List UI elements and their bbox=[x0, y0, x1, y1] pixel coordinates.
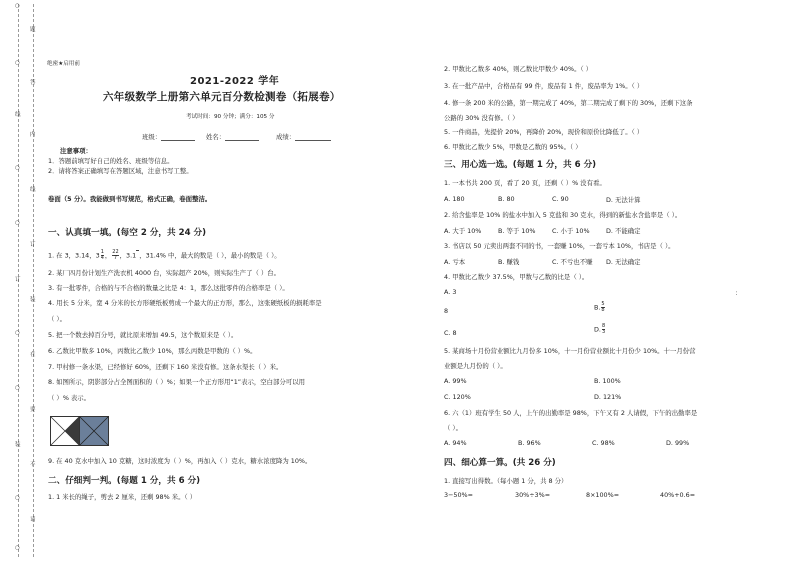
section-4-heading: 四、细心算一算。(共 26 分) bbox=[444, 458, 556, 468]
margin-mark: ○ bbox=[15, 385, 20, 391]
binding-line-inner bbox=[33, 4, 34, 557]
choice-4-option-a[interactable]: A. 3 bbox=[444, 288, 457, 296]
margin-mark: 订 bbox=[15, 277, 21, 283]
choice-3-option-c[interactable]: C. 不亏也不赚 bbox=[552, 258, 593, 266]
page-title: 六年级数学上册第六单元百分数检测卷（拓展卷） bbox=[103, 91, 341, 103]
choice-1-option-d[interactable]: D. 无法计算 bbox=[606, 196, 641, 204]
choice-6-option-c[interactable]: C. 98% bbox=[592, 439, 615, 447]
note-1: 1．答题前填写好自己的姓名、班级等信息。 bbox=[48, 157, 174, 165]
name-label: 姓名： bbox=[206, 133, 226, 141]
fill-question-7: 7. 甲村修一条水渠，已经修好 60%，还剩下 160 米没有修。这条水渠长（ ）米。 bbox=[48, 363, 283, 371]
margin-label: 题 bbox=[30, 27, 36, 33]
ratio-colon: ： bbox=[735, 289, 742, 297]
choice-1-option-c[interactable]: C. 90 bbox=[552, 195, 569, 203]
choice-4-option-a-part: 8 bbox=[444, 307, 449, 315]
margin-label: 要 bbox=[30, 407, 36, 413]
margin-mark: 装 bbox=[15, 442, 21, 448]
judge-question-4-cont: 公路的 30% 没有修。（ ） bbox=[444, 114, 519, 122]
choice-question-1: 1. 一本书共 200 页，看了 20 页，还剩（ ）% 没有看。 bbox=[444, 179, 606, 187]
calc-instructions: 1. 直接写出得数。（每小题 1 分，共 8 分） bbox=[444, 477, 568, 485]
margin-label: 订 bbox=[30, 242, 36, 248]
score-field[interactable] bbox=[276, 132, 331, 141]
calc-item-2: 30%÷3%= bbox=[515, 491, 551, 499]
margin-label: 线 bbox=[30, 187, 36, 193]
choice-1-option-b[interactable]: B. 80 bbox=[498, 195, 515, 203]
margin-label: 在 bbox=[30, 352, 36, 358]
margin-mark: ○ bbox=[15, 60, 20, 66]
choice-question-5-cont: 业额是九月份的（ ）。 bbox=[444, 362, 507, 370]
calc-item-1: 3−50%= bbox=[444, 491, 473, 499]
score-label: 成绩： bbox=[276, 133, 296, 141]
choice-question-6: 6. 六（1）班有学生 50 人，上午的出勤率是 98%，下午又有 2 人请假，下午的出勤率是 bbox=[444, 409, 698, 417]
fill-question-8-blank: （ ）% 表示。 bbox=[48, 394, 91, 402]
margin-label: 装 bbox=[30, 297, 36, 303]
name-field[interactable] bbox=[206, 132, 259, 141]
margin-label: 答 bbox=[30, 80, 36, 86]
choice-5-option-b[interactable]: B. 100% bbox=[594, 377, 621, 385]
confidential-mark: 绝密★启用前 bbox=[47, 61, 80, 67]
fill-question-2: 2. 某厂四月份计划生产洗衣机 4000 台，实际超产 20%，则实际生产了（ ）台。 bbox=[48, 269, 281, 277]
margin-mark: ○ bbox=[15, 330, 20, 336]
choice-6-option-a[interactable]: A. 94% bbox=[444, 439, 467, 447]
section-1-heading: 一、认真填一填。(每空 2 分，共 24 分) bbox=[48, 228, 207, 238]
choice-question-5: 5. 某商场十月份营业额比九月份多 10%，十一月份营业额比十月份少 10%。十一月份营 bbox=[444, 347, 696, 355]
choice-4-option-c[interactable]: C. 8 bbox=[444, 329, 457, 337]
shaded-squares-figure bbox=[50, 416, 109, 446]
margin-mark: ○ bbox=[15, 495, 20, 501]
fill-question-3: 3. 有一批零件，合格的与不合格的数量之比是 4：1，那么这批零件的合格率是（ ）。 bbox=[48, 284, 289, 292]
judge-question-3: 3. 在一批产品中，合格品有 99 件，废品有 1 件，废品率为 1%。（ ） bbox=[444, 82, 644, 90]
fraction: $\frac{22}{7}$ bbox=[112, 249, 119, 261]
choice-5-option-d[interactable]: D. 121% bbox=[594, 393, 622, 401]
choice-4-option-b[interactable]: B. $\frac{5}{8}$ bbox=[594, 301, 605, 313]
fill-question-1: 1. 在 3，3.14，3 $\frac{1}{4}$ ， $\frac{22}{7}$ ，3.1 ，31.4% 中，最大的数是（ ），最小的数是（ ）。 bbox=[48, 249, 281, 261]
margin-mark: ○ bbox=[15, 220, 20, 226]
choice-5-option-c[interactable]: C. 120% bbox=[444, 393, 471, 401]
choice-question-3: 3. 书店以 50 元卖出两套不同的书，一套赚 10%，一套亏本 10%，书店是（ ）。 bbox=[444, 242, 675, 250]
judge-question-4: 4. 修一条 200 米的公路，第一期完成了 40%，第二期完成了剩下的 30%，还剩下这条 bbox=[444, 99, 693, 107]
choice-6-option-b[interactable]: B. 96% bbox=[518, 439, 541, 447]
margin-mark: ○ bbox=[15, 165, 20, 171]
choice-3-option-a[interactable]: A. 亏本 bbox=[444, 258, 466, 266]
choice-question-2: 2. 给含盐率是 10% 的盐水中加入 5 克盐和 30 克水，得到的新盐水含盐率是（ ）。 bbox=[444, 211, 682, 219]
section-2-heading: 二、仔细判一判。(每题 1 分，共 6 分) bbox=[48, 476, 201, 486]
judge-question-5: 5. 一件商品，先提价 20%，再降价 20%，现价和原价比降低了。（ ） bbox=[444, 128, 644, 136]
notes-title: 注意事项： bbox=[60, 147, 92, 155]
calc-item-3: 8×100%= bbox=[586, 491, 620, 499]
judge-question-2: 2. 甲数比乙数多 40%，则乙数比甲数少 40%。（ ） bbox=[444, 65, 593, 73]
section-3-heading: 三、用心选一选。(每题 1 分，共 6 分) bbox=[444, 160, 597, 170]
class-label: 班级： bbox=[142, 133, 162, 141]
school-year: 2021-2022 学年 bbox=[190, 76, 280, 87]
choice-3-option-b[interactable]: B. 赚钱 bbox=[498, 258, 520, 266]
margin-label: 请 bbox=[30, 517, 36, 523]
note-2: 2．请将答案正确填写在答题区域，注意书写工整。 bbox=[48, 167, 193, 175]
judge-question-6: 6. 甲数比乙数少 5%，甲数是乙数的 95%。（ ） bbox=[444, 143, 582, 151]
exam-info: 考试时间：90 分钟；满分：105 分 bbox=[186, 114, 275, 120]
choice-2-option-d[interactable]: D. 不能确定 bbox=[606, 227, 641, 235]
fraction: $\frac{1}{4}$ bbox=[100, 249, 104, 261]
choice-question-4: 4. 甲数比乙数少 37.5%，甲数与乙数的比是（ ）。 bbox=[444, 273, 589, 281]
fraction: $\frac{5}{8}$ bbox=[601, 301, 605, 313]
choice-3-option-d[interactable]: D. 无法确定 bbox=[606, 258, 641, 266]
neatness-note: 卷面（5 分）。我能做到书写规范，格式正确，卷面整洁。 bbox=[48, 195, 212, 203]
class-field[interactable] bbox=[142, 132, 195, 141]
fill-question-8: 8. 如图所示，阴影部分占全图面积的（ ）%；如果一个正方形用“1”表示，空白部分可以用 bbox=[48, 378, 305, 386]
fill-question-4-blank: （ ）。 bbox=[48, 315, 67, 323]
margin-label: 不 bbox=[30, 462, 36, 468]
choice-2-option-a[interactable]: A. 大于 10% bbox=[444, 227, 482, 235]
margin-mark: ○ bbox=[15, 545, 20, 551]
fill-question-4: 4. 用长 5 分米，宽 4 分米的长方形硬纸板剪成一个最大的正方形，那么，这张硬纸板的损耗率是 bbox=[48, 299, 322, 307]
margin-mark: ○ bbox=[15, 3, 20, 9]
choice-6-option-d[interactable]: D. 99% bbox=[666, 439, 690, 447]
margin-label: 内 bbox=[30, 132, 36, 138]
calc-item-4: 40%+0.6= bbox=[660, 491, 696, 499]
margin-mark: 线 bbox=[15, 112, 21, 118]
fraction: $\frac{8}{3}$ bbox=[601, 323, 606, 335]
choice-2-option-c[interactable]: C. 小于 10% bbox=[552, 227, 590, 235]
choice-1-option-a[interactable]: A. 180 bbox=[444, 195, 465, 203]
fill-question-9: 9. 在 40 克水中加入 10 克糖，这时浓度为（ ）%，再加入（ ）克水，糖水浓度降为 10%。 bbox=[48, 457, 312, 465]
choice-question-6-cont: （ ）。 bbox=[444, 424, 463, 432]
fill-question-6: 6. 乙数比甲数多 10%，丙数比乙数少 10%，那么丙数是甲数的（ ）%。 bbox=[48, 347, 257, 355]
choice-5-option-a[interactable]: A. 99% bbox=[444, 377, 467, 385]
judge-question-1: 1. 1 米长的绳子，剪去 2 厘米，还剩 98% 米。（ ） bbox=[48, 493, 197, 501]
choice-4-option-d[interactable]: D. $\frac{8}{3}$ bbox=[594, 323, 606, 335]
fill-question-5: 5. 把一个数去掉百分号，就比原来增加 49.5，这个数原来是（ ）。 bbox=[48, 331, 238, 339]
choice-2-option-b[interactable]: B. 等于 10% bbox=[498, 227, 536, 235]
